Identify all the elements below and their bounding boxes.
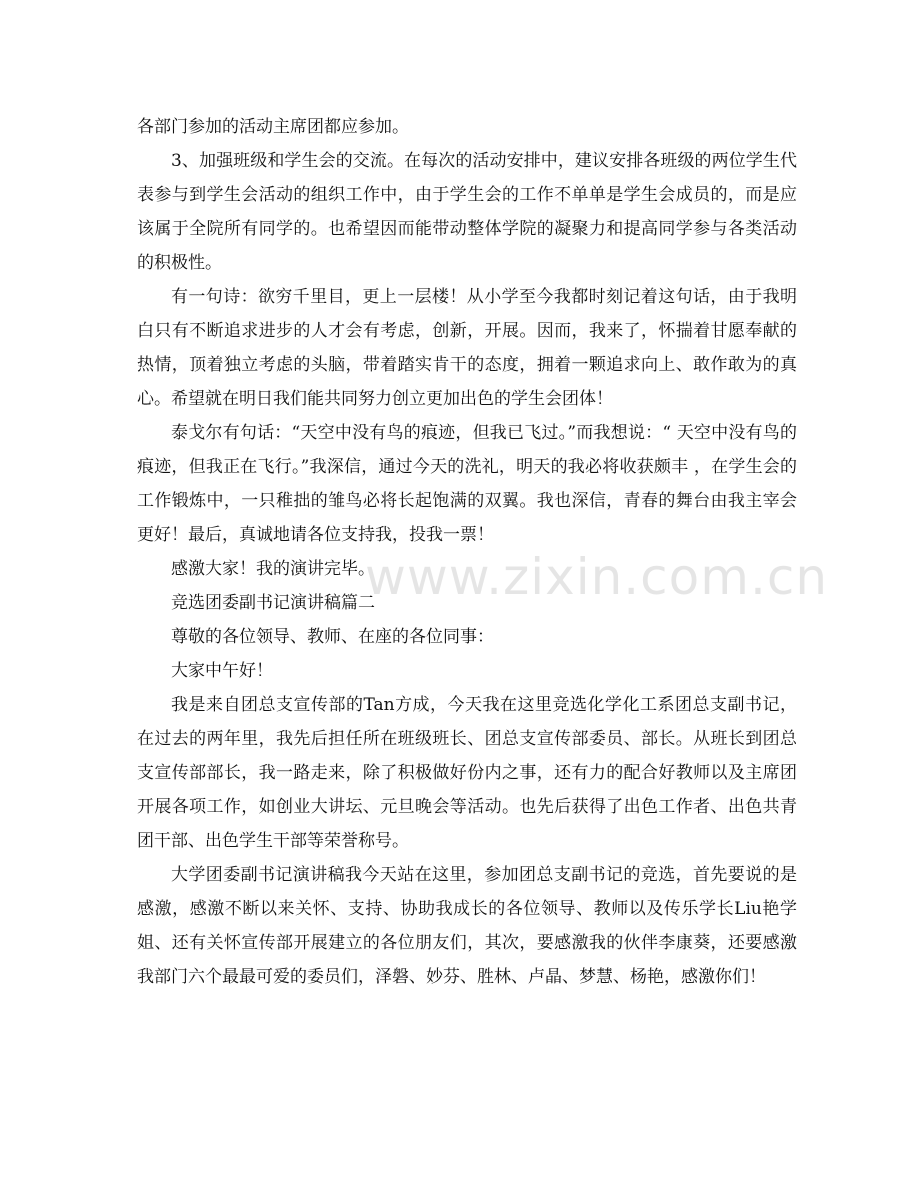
document-body — [137, 110, 797, 994]
section-heading: 竞选团委副书记演讲稿篇二 — [171, 593, 375, 613]
paragraph-salutation: 尊敬的各位领导、教师、在座的各位同事： — [171, 627, 494, 647]
paragraph-point-3: 3、加强班级和学生会的交流。在每次的活动安排中，建议安排各班级的两位学生代表参与到学生会活动的组织工作中，由于学生会的工作不单单是学生会成员的，而是应该属于全院所有同学的。也希望因而能带动整体学院的凝聚力和提高同学参与各类活动的积极性。 — [137, 151, 797, 273]
paragraph-greeting: 大家中午好！ — [171, 661, 273, 681]
watermark-text: www.zixin.com.cn — [365, 548, 829, 606]
paragraph-thanks: 感激大家！我的演讲完毕。 — [171, 559, 375, 579]
paragraph-continuation: 各部门参加的活动主席团都应参加。 — [137, 117, 409, 137]
paragraph-introduction: 我是来自团总支宣传部的Tan方成，今天我在这里竞选化学化工系团总支副书记，在过去的两年里，我先后担任所在班级班长、团总支宣传部委员、部长。从班长到团总支宣传部部长，我一路走来，除了积极做好份内之事，还有力的配合好教师以及主席团开展各项工作，如创业大讲坛、元旦晚会等活动。也先后获得了出色工作者、出色共青团干部、出色学生干部等荣誉称号。 — [137, 695, 797, 851]
paragraph-gratitude: 大学团委副书记演讲稿我今天站在这里，参加团总支副书记的竞选，首先要说的是感激，感激不断以来关怀、支持、协助我成长的各位领导、教师以及传乐学长Liu艳学姐、还有关怀宣传部开展建立的各位朋友们，其次，要感激我的伙伴李康葵，还要感激我部门六个最最可爱的委员们，泽磐、妙芬、胜林、卢晶、梦慧、杨艳，感激你们！ — [137, 865, 797, 987]
paragraph-poem: 有一句诗：欲穷千里目，更上一层楼！从小学至今我都时刻记着这句话，由于我明白只有不断追求进步的人才会有考虑，创新，开展。因而，我来了，怀揣着甘愿奉献的热情，顶着独立考虑的头脑，带着踏实肯干的态度，拥着一颗追求向上、敢作敢为的真心。希望就在明日我们能共同努力创立更加出色的学生会团体！ — [137, 287, 797, 409]
paragraph-tagore: 泰戈尔有句话：“天空中没有鸟的痕迹，但我已飞过。”而我想说：“ 天空中没有鸟的痕迹，但我正在飞行。”我深信，通过今天的洗礼，明天的我必将收获颇丰 ，在学生会的工作锻炼中，一只稚拙的雏鸟必将长起饱满的双翼。我也深信，青春的舞台由我主宰会更好！最后，真诚地请各位支持我，投我一票！ — [137, 423, 797, 545]
